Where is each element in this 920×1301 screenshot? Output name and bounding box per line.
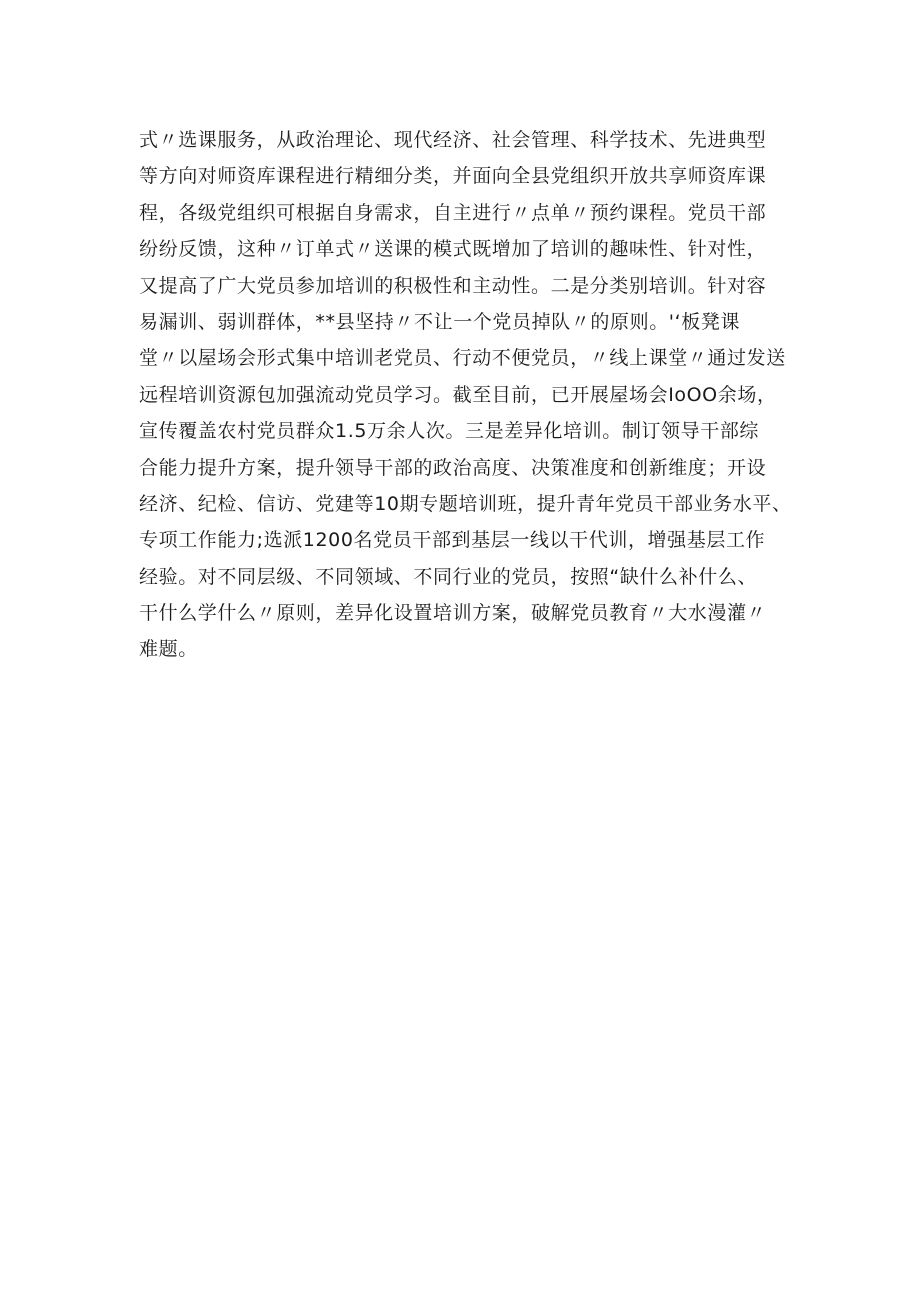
text-line: 难题。 [139,638,198,661]
text-line: 式〃选课服务，从政治理论、现代经济、社会管理、科学技术、先进典型 [139,129,767,151]
body-paragraph [139,122,799,668]
text-line: 等方向对师资库课程进行精细分类，并面向全县党组织开放共享师资库课 [139,165,767,188]
text-line: 干什么学什么〃原则，差异化设置培训方案，破解党员教育〃大水漫灌〃 [139,602,767,625]
text-line: 堂〃以屋场会形式集中培训老党员、行动不便党员，〃线上课堂〃通过发送 [139,347,786,370]
text-line: 纷纷反馈，这种〃订单式〃送课的模式既增加了培训的趣味性、针对性， [139,238,767,261]
text-line: 经济、纪检、信访、党建等10期专题培训班，提升青年党员干部业务水平、 [139,492,792,515]
text-line: 远程培训资源包加强流动党员学习。截至目前，已开展屋场会IoOO余场， [139,383,777,406]
text-line: 程，各级党组织可根据自身需求，自主进行〃点单〃预约课程。党员干部 [139,201,767,224]
text-line: 合能力提升方案，提升领导干部的政治高度、决策准度和创新维度；开设 [139,456,767,479]
text-line: 专项工作能力;选派1200名党员干部到基层一线以干代训，增强基层工作 [139,529,766,552]
text-line: 易漏训、弱训群体，**县坚持〃不让一个党员掉队〃的原则。'‘板凳课 [139,310,741,333]
text-line: 宣传覆盖农村党员群众1.5万余人次。三是差异化培训。制订领导干部综 [139,420,760,443]
text-line: 经验。对不同层级、不同领域、不同行业的党员，按照“缺什么补什么、 [139,565,758,588]
text-line: 又提高了广大党员参加培训的积极性和主动性。二是分类别培训。针对容 [139,274,767,297]
